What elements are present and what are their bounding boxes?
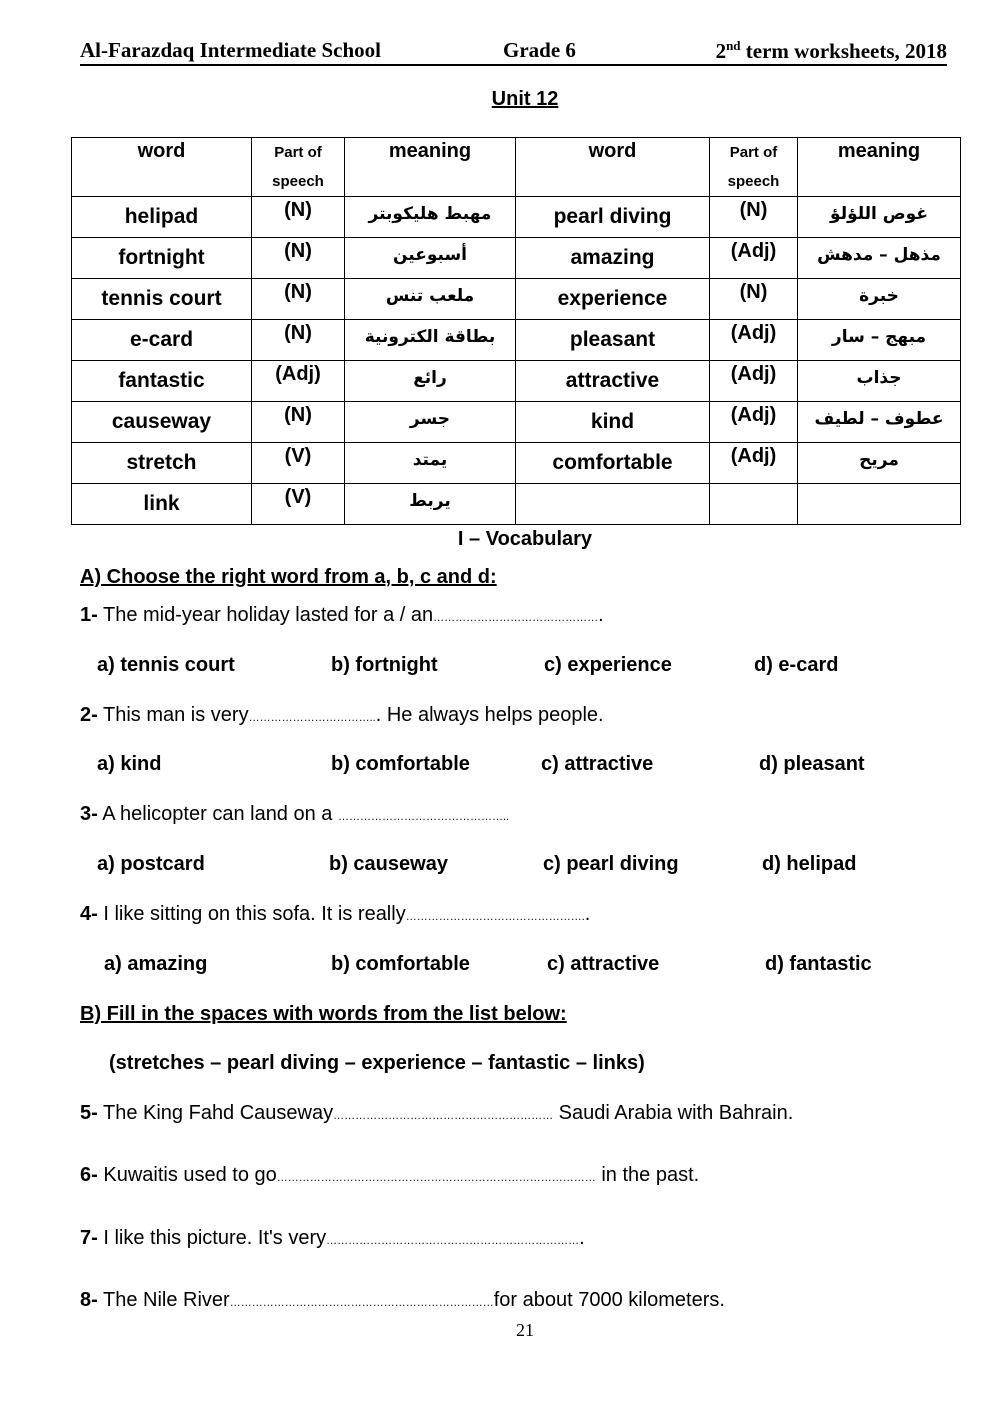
word-cell: stretch <box>72 443 252 484</box>
word-cell: amazing <box>516 238 710 279</box>
meaning-cell <box>798 484 961 525</box>
term-suffix: nd <box>726 38 741 53</box>
pos-cell: (N) <box>252 320 345 361</box>
table-row <box>72 238 961 279</box>
header-meaning: meaning <box>345 138 516 197</box>
meaning-cell: مريح <box>798 443 961 484</box>
answer-blank[interactable]: …………………………………………. <box>405 911 585 923</box>
option-a[interactable]: a) amazing <box>104 953 208 975</box>
question-number: 8- <box>80 1289 98 1311</box>
meaning-cell: مبهج – سار <box>798 320 961 361</box>
question-text: Kuwaitis used to go <box>97 1164 277 1186</box>
option-d[interactable]: d) fantastic <box>765 953 872 975</box>
word-cell: pearl diving <box>516 197 710 238</box>
table-row <box>72 402 961 443</box>
pos-cell <box>710 484 798 525</box>
meaning-cell: ملعب تنس <box>345 279 516 320</box>
question-number: 7- <box>80 1227 98 1249</box>
option-d[interactable]: d) e-card <box>754 654 839 676</box>
option-d[interactable]: d) helipad <box>762 853 857 875</box>
question-4 <box>80 903 590 926</box>
table-row <box>72 320 961 361</box>
question-number: 6- <box>80 1164 98 1186</box>
option-b[interactable]: b) comfortable <box>331 753 470 775</box>
meaning-cell: غوص اللؤلؤ <box>798 197 961 238</box>
part-a-title: A) Choose the right word from a, b, c and d: <box>80 566 497 588</box>
option-b[interactable]: b) comfortable <box>331 953 470 975</box>
meaning-cell: مهبط هليكوبتر <box>345 197 516 238</box>
option-d[interactable]: d) pleasant <box>759 753 865 775</box>
word-cell: causeway <box>72 402 252 443</box>
pos-cell: (Adj) <box>710 320 798 361</box>
table-row <box>72 197 961 238</box>
option-a[interactable]: a) tennis court <box>97 654 235 676</box>
term-number: 2 <box>715 39 727 63</box>
option-a[interactable]: a) kind <box>97 753 162 775</box>
question-text: The Nile River <box>97 1289 230 1311</box>
question-text-end: Saudi Arabia with Bahrain. <box>553 1102 794 1124</box>
question-number: 2- <box>80 704 98 726</box>
question-text-end: for about 7000 kilometers. <box>493 1289 725 1311</box>
answer-blank[interactable]: …………………………………………………………… <box>326 1235 580 1247</box>
pos-cell: (N) <box>710 197 798 238</box>
answer-blank[interactable]: ……………………………………………………………… <box>229 1297 494 1309</box>
table-row <box>72 484 961 525</box>
word-cell: e-card <box>72 320 252 361</box>
header-part-of-speech: Part of speech <box>710 138 798 197</box>
question-1 <box>80 604 604 627</box>
question-5 <box>80 1102 793 1125</box>
question-number: 1- <box>80 604 98 626</box>
word-cell: kind <box>516 402 710 443</box>
part-b-title: B) Fill in the spaces with words from the list below: <box>80 1003 567 1025</box>
school-name: Al-Farazdaq Intermediate School <box>80 38 381 62</box>
answer-blank[interactable]: …………………………………………………… <box>333 1110 554 1122</box>
option-c[interactable]: c) attractive <box>541 753 654 775</box>
pos-cell: (N) <box>710 279 798 320</box>
question-number: 4- <box>80 903 98 925</box>
meaning-cell: رائع <box>345 361 516 402</box>
meaning-cell: يمتد <box>345 443 516 484</box>
word-cell: fantastic <box>72 361 252 402</box>
option-b[interactable]: b) fortnight <box>331 654 438 676</box>
option-c[interactable]: c) pearl diving <box>543 853 679 875</box>
option-a[interactable]: a) postcard <box>97 853 205 875</box>
question-text: I like this picture. It's very <box>97 1227 327 1249</box>
word-cell: tennis court <box>72 279 252 320</box>
word-cell: attractive <box>516 361 710 402</box>
meaning-cell: جسر <box>345 402 516 443</box>
pos-cell: (V) <box>252 484 345 525</box>
header-meaning: meaning <box>798 138 961 197</box>
question-text-end: . <box>598 604 604 626</box>
term-label <box>716 38 947 64</box>
question-text-end: . <box>584 903 591 925</box>
option-c[interactable]: c) attractive <box>547 953 660 975</box>
question-text-end: . He always helps people. <box>375 704 604 726</box>
word-list: (stretches – pearl diving – experience – fantastic – links) <box>109 1052 645 1074</box>
question-text-end: . <box>579 1227 585 1249</box>
question-number: 5- <box>80 1102 98 1124</box>
answer-blank[interactable]: …………………………………………………………………………… <box>276 1172 596 1184</box>
question-text: The King Fahd Causeway <box>97 1102 334 1124</box>
word-cell: helipad <box>72 197 252 238</box>
table-row <box>72 361 961 402</box>
question-6 <box>80 1164 699 1187</box>
section-title: I – Vocabulary <box>457 528 593 550</box>
question-text: This man is very <box>97 704 249 726</box>
header-word: word <box>516 138 710 197</box>
answer-blank[interactable]: ……………………………………… <box>433 612 599 624</box>
word-cell: link <box>72 484 252 525</box>
vocabulary-table <box>71 137 961 525</box>
term-text: term worksheets, 2018 <box>740 39 947 63</box>
pos-cell: (Adj) <box>710 402 798 443</box>
meaning-cell: بطاقة الكترونية <box>345 320 516 361</box>
pos-cell: (Adj) <box>710 238 798 279</box>
table-header-row <box>72 138 961 197</box>
question-text-end: in the past. <box>595 1164 700 1186</box>
meaning-cell: عطوف – لطيف <box>798 402 961 443</box>
word-cell: comfortable <box>516 443 710 484</box>
pos-cell: (V) <box>252 443 345 484</box>
pos-cell: (Adj) <box>710 361 798 402</box>
question-number: 3- <box>80 803 98 825</box>
answer-blank[interactable]: …………………………….. <box>248 712 376 724</box>
question-text: A helicopter can land on a <box>97 803 338 825</box>
page-header <box>80 38 947 66</box>
meaning-cell: خبرة <box>798 279 961 320</box>
pos-cell: (Adj) <box>710 443 798 484</box>
grade-label: Grade 6 <box>503 38 576 62</box>
question-text: The mid-year holiday lasted for a / an <box>97 604 434 626</box>
header-part-of-speech: Part of speech <box>252 138 345 197</box>
word-cell: experience <box>516 279 710 320</box>
header-word: word <box>72 138 252 197</box>
question-3 <box>80 803 509 826</box>
question-7 <box>80 1227 585 1250</box>
option-c[interactable]: c) experience <box>544 654 672 676</box>
unit-title: Unit 12 <box>491 88 559 110</box>
pos-cell: (N) <box>252 402 345 443</box>
pos-cell: (N) <box>252 279 345 320</box>
meaning-cell: يربط <box>345 484 516 525</box>
meaning-cell: أسبوعين <box>345 238 516 279</box>
pos-cell: (Adj) <box>252 361 345 402</box>
answer-blank[interactable]: ……………………………………….. <box>337 811 510 823</box>
option-b[interactable]: b) causeway <box>329 853 448 875</box>
table-row <box>72 279 961 320</box>
table-row <box>72 443 961 484</box>
question-text: I like sitting on this sofa. It is really <box>97 903 406 925</box>
pos-cell: (N) <box>252 197 345 238</box>
question-2 <box>80 704 604 727</box>
question-8 <box>80 1289 725 1312</box>
pos-cell: (N) <box>252 238 345 279</box>
word-cell: pleasant <box>516 320 710 361</box>
word-cell: fortnight <box>72 238 252 279</box>
meaning-cell: مذهل – مدهش <box>798 238 961 279</box>
word-cell <box>516 484 710 525</box>
meaning-cell: جذاب <box>798 361 961 402</box>
page-number: 21 <box>516 1320 534 1340</box>
